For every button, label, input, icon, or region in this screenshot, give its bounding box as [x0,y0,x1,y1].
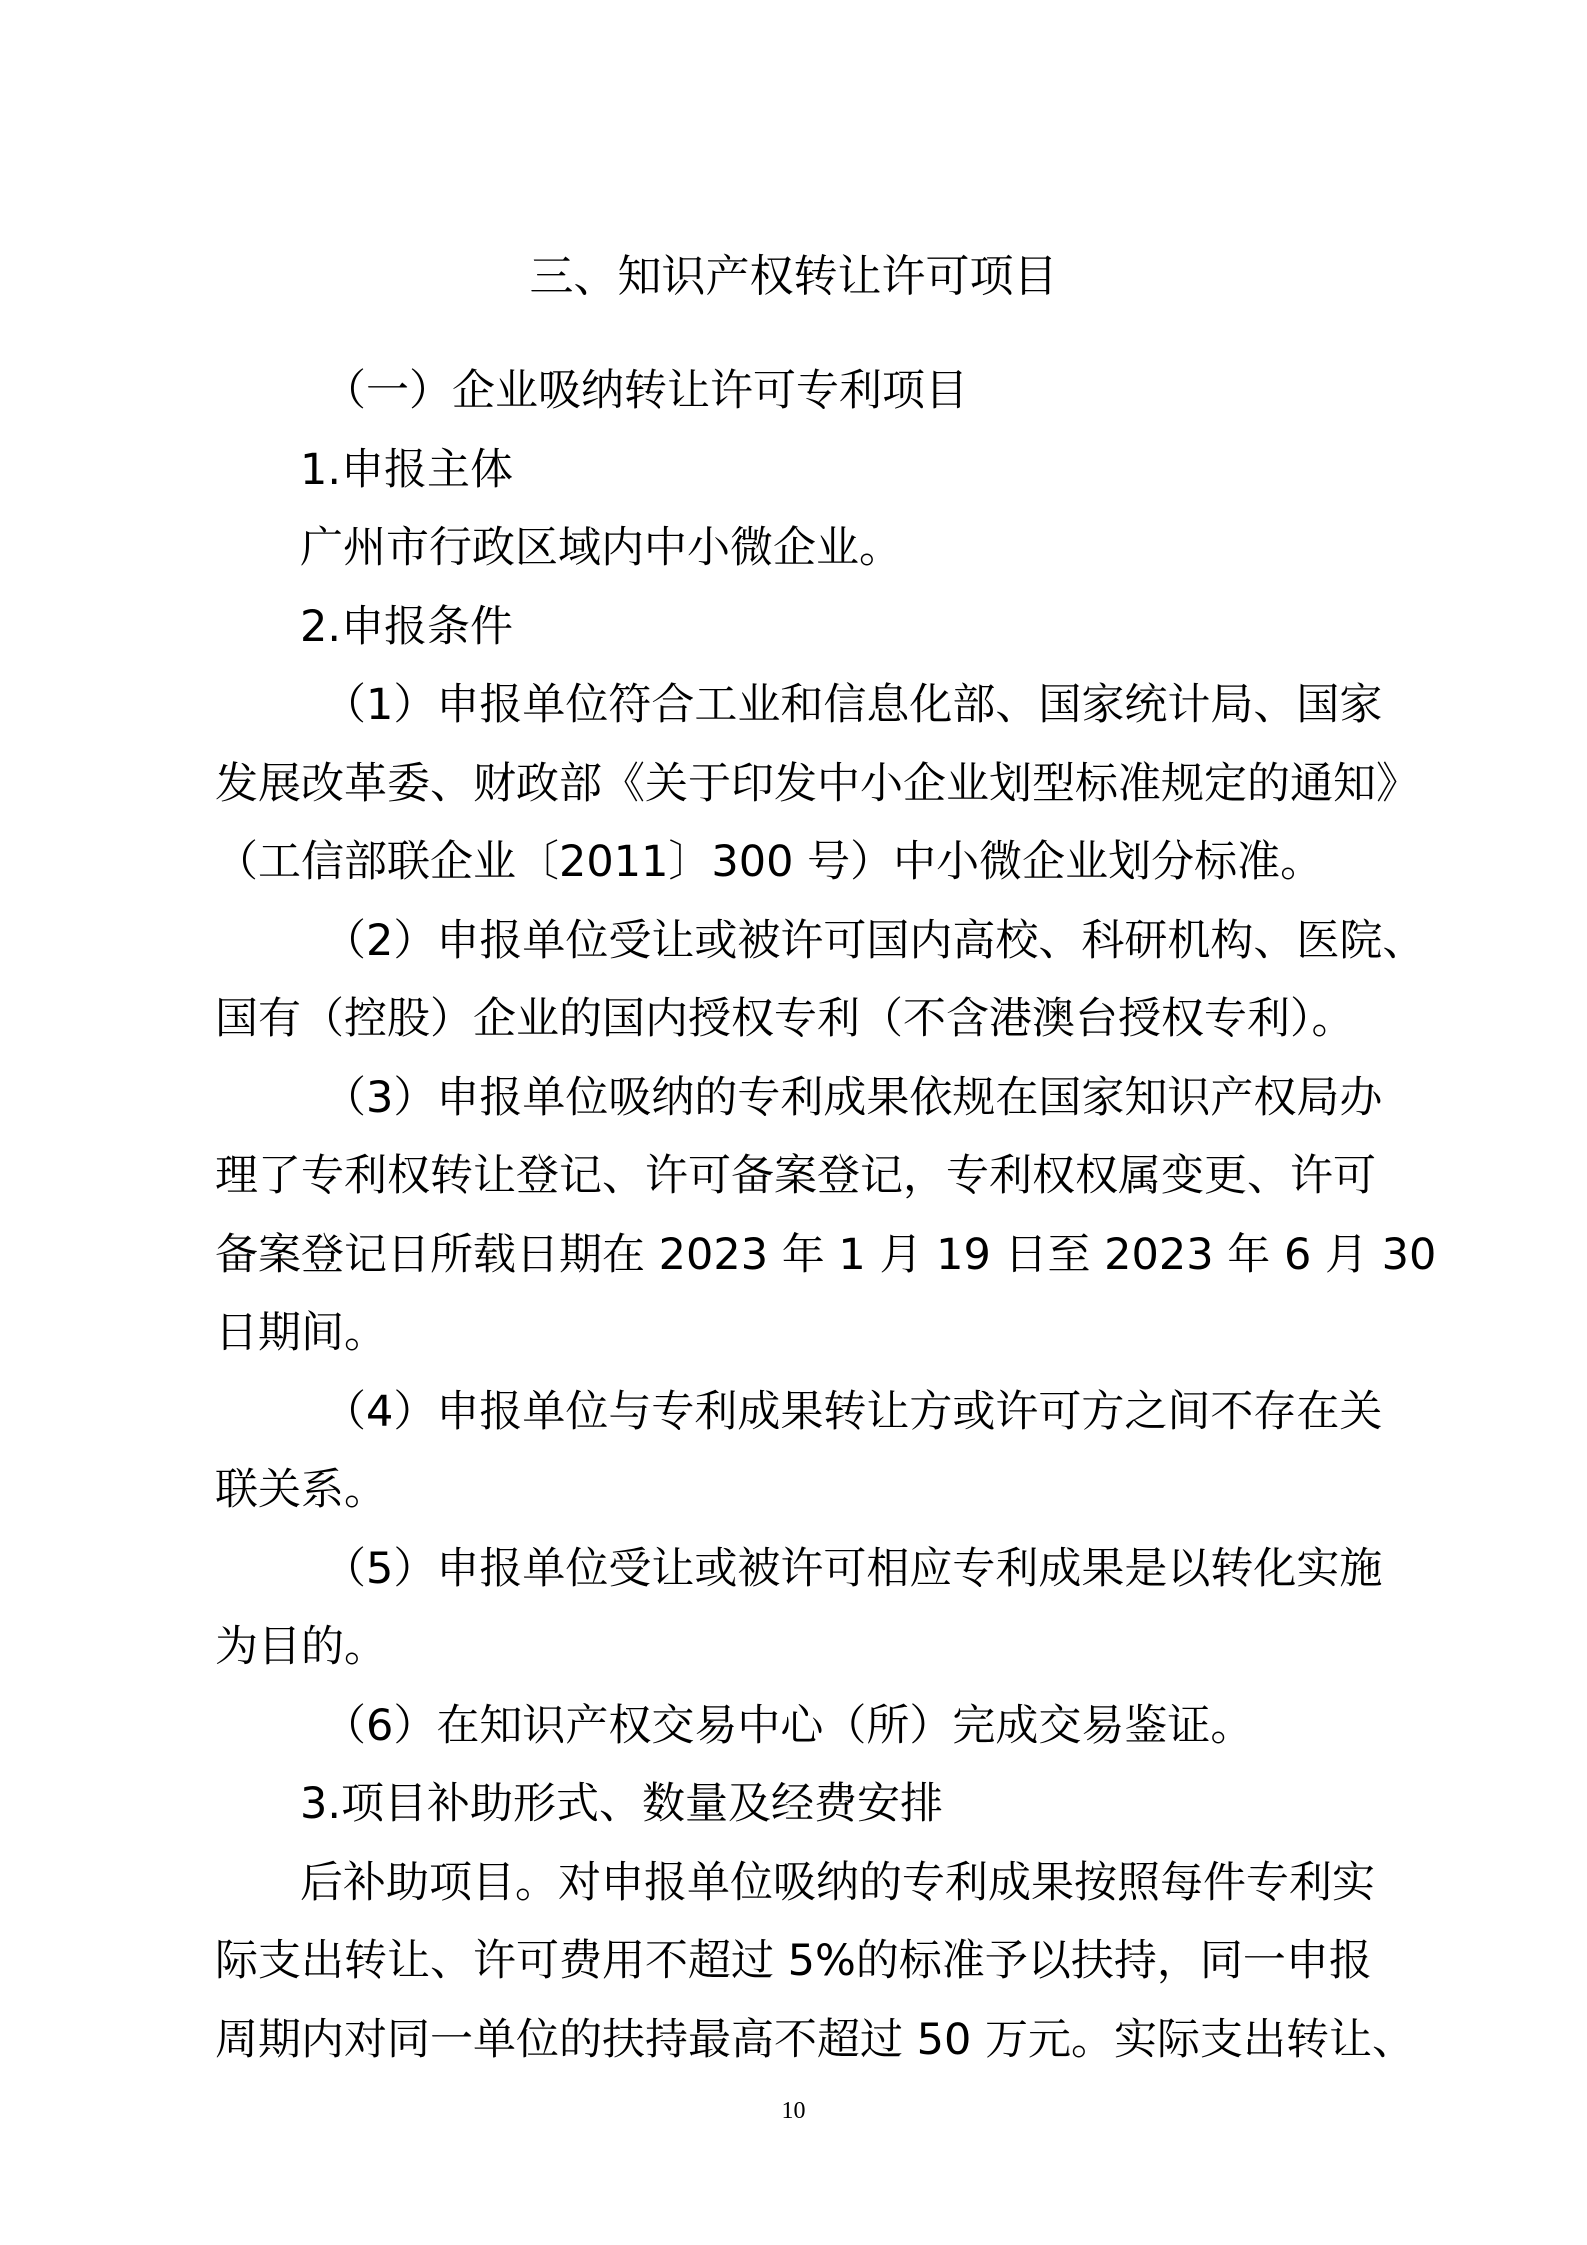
paragraph-line: （4）申报单位与专利成果转让方或许可方之间不存在关 [323,1387,1383,1437]
paragraph-line: 后补助项目。对申报单位吸纳的专利成果按照每件专利实 [300,1858,1375,1908]
subsection-heading: （一）企业吸纳转让许可专利项目 [323,366,968,416]
paragraph-line: 为目的。 [215,1622,387,1672]
paragraph-line: 周期内对同一单位的扶持最高不超过 50 万元。实际支出转让、 [215,2015,1416,2065]
item-heading-subsidy: 3.项目补助形式、数量及经费安排 [300,1779,944,1829]
paragraph-line: 际支出转让、许可费用不超过 5%的标准予以扶持，同一申报 [215,1936,1372,1986]
paragraph-line: 发展改革委、财政部《关于印发中小企业划型标准规定的通知》 [215,759,1419,809]
paragraph-line: 日期间。 [215,1308,387,1358]
paragraph-line: （2）申报单位受让或被许可国内高校、科研机构、医院、 [323,916,1426,966]
page-number: 10 [781,2098,806,2124]
paragraph-line: （5）申报单位受让或被许可相应专利成果是以转化实施 [323,1544,1383,1594]
section-title: 三、知识产权转让许可项目 [529,251,1058,302]
paragraph-line: （工信部联企业〔2011〕300 号）中小微企业划分标准。 [215,837,1324,887]
item-heading-applicant: 1.申报主体 [300,445,514,495]
paragraph-line: （1）申报单位符合工业和信息化部、国家统计局、国家 [323,680,1383,730]
paragraph-line: 理了专利权转让登记、许可备案登记，专利权权属变更、许可 [215,1151,1376,1201]
paragraph-line: 联关系。 [215,1465,387,1515]
paragraph-line: 国有（控股）企业的国内授权专利（不含港澳台授权专利）。 [215,994,1355,1044]
item-heading-conditions: 2.申报条件 [300,602,514,652]
paragraph-line: （3）申报单位吸纳的专利成果依规在国家知识产权局办 [323,1073,1383,1123]
paragraph-line: （6）在知识产权交易中心（所）完成交易鉴证。 [323,1701,1254,1751]
paragraph-line: 广州市行政区域内中小微企业。 [300,523,902,573]
paragraph-line: 备案登记日所载日期在 2023 年 1 月 19 日至 2023 年 6 月 30 [215,1230,1437,1280]
